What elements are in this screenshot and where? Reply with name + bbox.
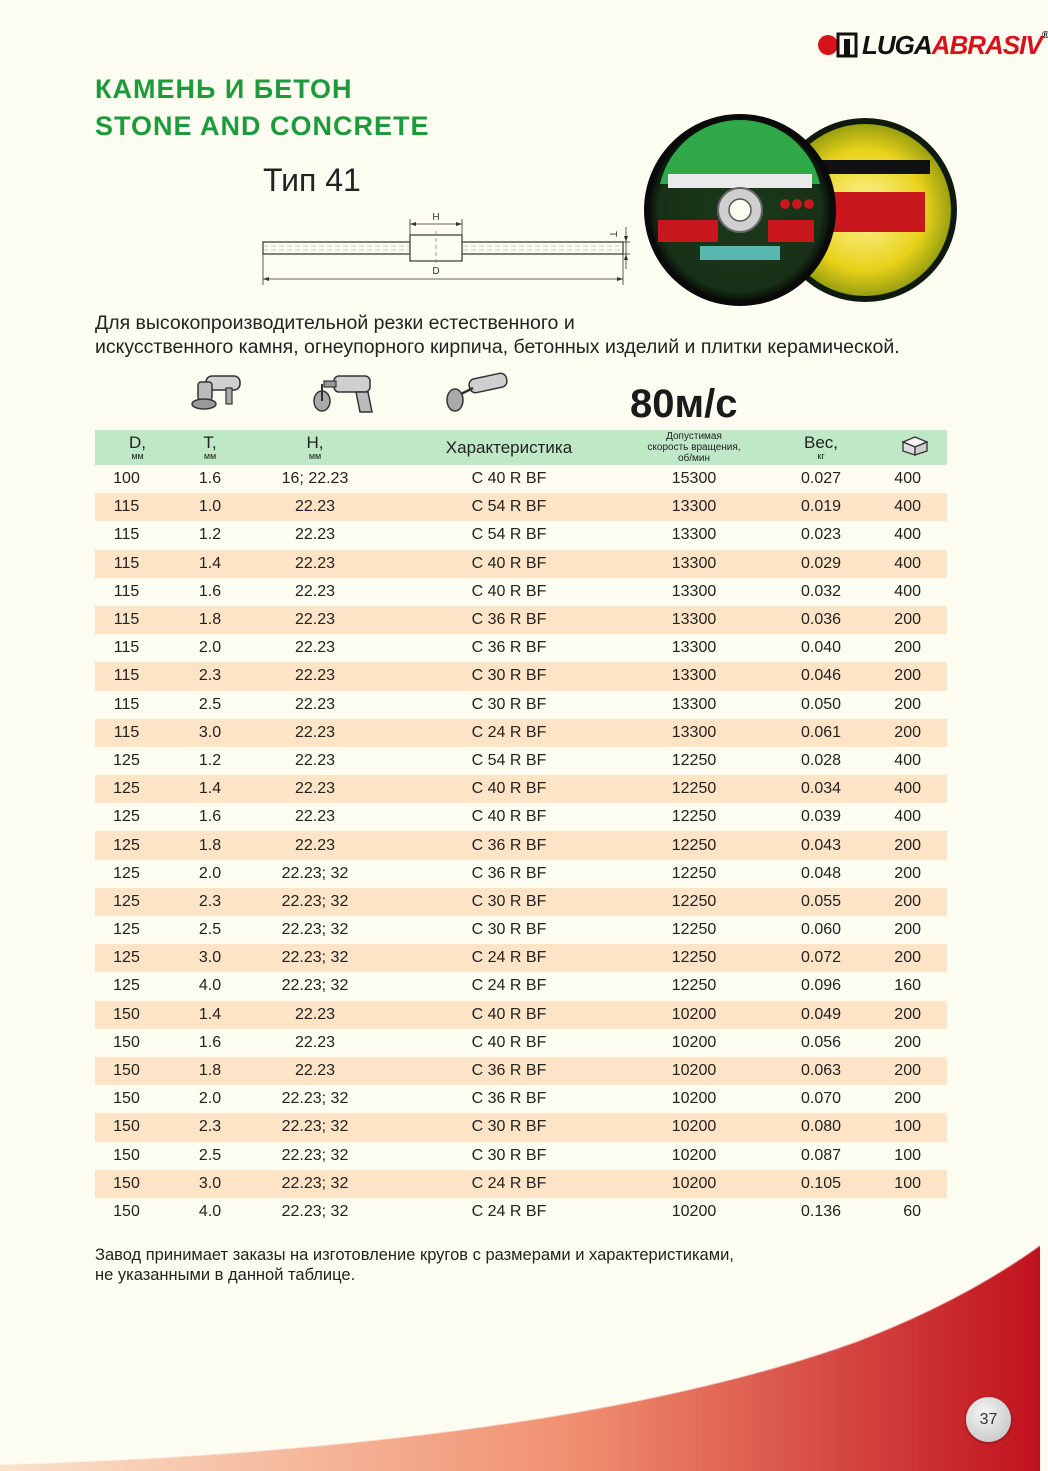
- table-cell: 13300: [628, 719, 760, 747]
- table-cell: 22.23: [240, 493, 390, 521]
- logo-luga: LUGA: [862, 30, 932, 60]
- table-cell: 3.0: [180, 1170, 240, 1198]
- table-row: [95, 803, 947, 831]
- table-cell: 10200: [628, 1170, 760, 1198]
- table-row: [95, 1001, 947, 1029]
- table-cell: C 30 R BF: [390, 1113, 628, 1141]
- table-cell: 12250: [628, 775, 760, 803]
- table-cell: C 40 R BF: [390, 775, 628, 803]
- table-cell: C 36 R BF: [390, 831, 628, 859]
- footer-line-1: Завод принимает заказы на изготовление кругов с размерами и характеристиками,: [95, 1246, 734, 1264]
- table-cell: 22.23: [240, 550, 390, 578]
- table-cell: 0.034: [760, 775, 882, 803]
- table-row: [95, 550, 947, 578]
- drawing-label-d: D: [432, 266, 440, 277]
- table-cell: 200: [882, 831, 947, 859]
- table-cell: 2.3: [180, 1113, 240, 1141]
- table-cell: 150: [95, 1198, 180, 1226]
- table-cell: 0.072: [760, 944, 882, 972]
- table-cell: 10200: [628, 1113, 760, 1141]
- table-cell: 125: [95, 775, 180, 803]
- table-cell: C 54 R BF: [390, 521, 628, 549]
- table-cell: 400: [882, 803, 947, 831]
- table-cell: 115: [95, 634, 180, 662]
- table-cell: 0.049: [760, 1001, 882, 1029]
- table-cell: 100: [882, 1113, 947, 1141]
- table-cell: C 54 R BF: [390, 493, 628, 521]
- table-cell: 0.043: [760, 831, 882, 859]
- table-cell: 22.23: [240, 662, 390, 690]
- table-cell: 150: [95, 1001, 180, 1029]
- table-row: [95, 719, 947, 747]
- title-en: STONE AND CONCRETE: [95, 111, 430, 141]
- table-cell: 22.23; 32: [240, 1198, 390, 1226]
- table-cell: 100: [882, 1170, 947, 1198]
- table-cell: 0.048: [760, 860, 882, 888]
- table-cell: 15300: [628, 465, 760, 493]
- logo-mark-icon: [818, 32, 858, 58]
- table-cell: 10200: [628, 1085, 760, 1113]
- description: [95, 311, 900, 359]
- table-cell: 10200: [628, 1198, 760, 1226]
- straight-grinder-icon: [443, 368, 513, 418]
- table-cell: 400: [882, 550, 947, 578]
- table-cell: 400: [882, 521, 947, 549]
- table-cell: C 40 R BF: [390, 1001, 628, 1029]
- table-cell: 22.23: [240, 775, 390, 803]
- table-cell: 200: [882, 1057, 947, 1085]
- table-cell: 160: [882, 972, 947, 1000]
- table-cell: 115: [95, 521, 180, 549]
- product-discs-image: [640, 112, 960, 312]
- table-cell: C 54 R BF: [390, 747, 628, 775]
- table-cell: 200: [882, 860, 947, 888]
- table-cell: 0.055: [760, 888, 882, 916]
- table-cell: 150: [95, 1142, 180, 1170]
- table-row: [95, 860, 947, 888]
- table-row: [95, 493, 947, 521]
- table-cell: C 30 R BF: [390, 916, 628, 944]
- table-cell: 4.0: [180, 972, 240, 1000]
- table-cell: 0.063: [760, 1057, 882, 1085]
- table-cell: 13300: [628, 662, 760, 690]
- table-cell: 22.23; 32: [240, 860, 390, 888]
- table-row: [95, 747, 947, 775]
- col-weight-header: Вес, кг: [760, 430, 882, 465]
- table-cell: 1.6: [180, 803, 240, 831]
- table-cell: 12250: [628, 972, 760, 1000]
- title-ru: КАМЕНЬ И БЕТОН: [95, 74, 353, 104]
- table-cell: 1.0: [180, 493, 240, 521]
- table-cell: 22.23; 32: [240, 1085, 390, 1113]
- table-cell: 13300: [628, 550, 760, 578]
- table-row: [95, 1170, 947, 1198]
- table-cell: C 24 R BF: [390, 944, 628, 972]
- table-row: [95, 1198, 947, 1226]
- table-cell: 125: [95, 747, 180, 775]
- table-cell: 125: [95, 888, 180, 916]
- table-cell: 0.023: [760, 521, 882, 549]
- table-cell: 200: [882, 1029, 947, 1057]
- table-cell: 22.23: [240, 803, 390, 831]
- table-cell: 12250: [628, 803, 760, 831]
- table-row: [95, 1113, 947, 1141]
- table-row: [95, 916, 947, 944]
- table-cell: 22.23: [240, 578, 390, 606]
- table-cell: 12250: [628, 944, 760, 972]
- logo-abrasiv: ABRASIV: [931, 30, 1042, 60]
- table-cell: 3.0: [180, 719, 240, 747]
- col-d-header: D, мм: [95, 430, 180, 465]
- spec-table: [95, 430, 947, 1226]
- table-cell: C 40 R BF: [390, 803, 628, 831]
- col-t-header: T, мм: [180, 430, 240, 465]
- table-row: [95, 831, 947, 859]
- table-cell: C 24 R BF: [390, 972, 628, 1000]
- table-cell: 12250: [628, 888, 760, 916]
- footer-note: [95, 1245, 734, 1285]
- table-row: [95, 606, 947, 634]
- table-cell: C 36 R BF: [390, 860, 628, 888]
- table-cell: C 24 R BF: [390, 719, 628, 747]
- page-number: 37: [966, 1397, 1011, 1442]
- table-cell: 200: [882, 691, 947, 719]
- table-cell: C 40 R BF: [390, 1029, 628, 1057]
- table-cell: 60: [882, 1198, 947, 1226]
- table-cell: 150: [95, 1170, 180, 1198]
- table-cell: 0.046: [760, 662, 882, 690]
- table-cell: 125: [95, 916, 180, 944]
- table-cell: 115: [95, 719, 180, 747]
- table-cell: 200: [882, 916, 947, 944]
- table-cell: 1.2: [180, 747, 240, 775]
- table-cell: 200: [882, 1085, 947, 1113]
- table-cell: 1.4: [180, 550, 240, 578]
- table-cell: 150: [95, 1057, 180, 1085]
- drawing-label-h: H: [432, 212, 440, 223]
- table-cell: 2.3: [180, 888, 240, 916]
- table-cell: 10200: [628, 1142, 760, 1170]
- speed-badge: 80м/с: [630, 382, 738, 426]
- table-cell: 0.080: [760, 1113, 882, 1141]
- table-cell: 13300: [628, 521, 760, 549]
- table-cell: 2.5: [180, 691, 240, 719]
- table-cell: 22.23: [240, 719, 390, 747]
- table-cell: 125: [95, 944, 180, 972]
- table-cell: 10200: [628, 1001, 760, 1029]
- table-row: [95, 1057, 947, 1085]
- table-row: [95, 1085, 947, 1113]
- table-cell: 400: [882, 493, 947, 521]
- box-icon: [900, 434, 930, 456]
- table-cell: 10200: [628, 1029, 760, 1057]
- table-cell: 0.087: [760, 1142, 882, 1170]
- table-cell: 400: [882, 775, 947, 803]
- table-cell: 150: [95, 1029, 180, 1057]
- table-row: [95, 465, 947, 493]
- table-cell: 0.056: [760, 1029, 882, 1057]
- col-speed-header: Допустимая скорость вращения, об/мин: [628, 430, 760, 465]
- table-cell: 200: [882, 719, 947, 747]
- table-cell: 22.23; 32: [240, 972, 390, 1000]
- table-cell: 115: [95, 550, 180, 578]
- col-pack-header: [882, 430, 947, 465]
- table-cell: 22.23: [240, 1029, 390, 1057]
- table-cell: 12250: [628, 747, 760, 775]
- table-cell: C 30 R BF: [390, 888, 628, 916]
- table-row: [95, 888, 947, 916]
- table-cell: 4.0: [180, 1198, 240, 1226]
- table-cell: 115: [95, 493, 180, 521]
- table-cell: 13300: [628, 606, 760, 634]
- table-cell: 22.23: [240, 831, 390, 859]
- table-cell: 0.027: [760, 465, 882, 493]
- table-cell: 1.6: [180, 578, 240, 606]
- drawing-label-t: T: [607, 231, 618, 238]
- table-cell: C 40 R BF: [390, 550, 628, 578]
- table-body: [95, 465, 947, 1226]
- table-cell: C 36 R BF: [390, 1085, 628, 1113]
- angle-grinder-icon: [188, 368, 244, 416]
- table-cell: 0.028: [760, 747, 882, 775]
- table-cell: 22.23; 32: [240, 1113, 390, 1141]
- table-cell: 2.5: [180, 1142, 240, 1170]
- table-row: [95, 521, 947, 549]
- table-cell: 200: [882, 888, 947, 916]
- table-cell: 0.136: [760, 1198, 882, 1226]
- table-cell: 115: [95, 662, 180, 690]
- table-cell: C 30 R BF: [390, 1142, 628, 1170]
- table-cell: 12250: [628, 860, 760, 888]
- table-cell: 100: [882, 1142, 947, 1170]
- table-cell: 12250: [628, 831, 760, 859]
- table-cell: 13300: [628, 691, 760, 719]
- table-cell: 22.23: [240, 521, 390, 549]
- table-cell: 0.036: [760, 606, 882, 634]
- table-cell: 2.0: [180, 634, 240, 662]
- table-cell: C 24 R BF: [390, 1170, 628, 1198]
- table-cell: 1.8: [180, 831, 240, 859]
- logo-registered: ®: [1041, 30, 1048, 41]
- table-cell: C 30 R BF: [390, 691, 628, 719]
- table-cell: 22.23: [240, 1057, 390, 1085]
- table-cell: 22.23; 32: [240, 888, 390, 916]
- table-cell: 150: [95, 1085, 180, 1113]
- table-cell: 400: [882, 747, 947, 775]
- table-cell: 13300: [628, 578, 760, 606]
- type-label: Тип 41: [263, 162, 361, 198]
- table-row: [95, 691, 947, 719]
- table-cell: 1.4: [180, 1001, 240, 1029]
- table-cell: 22.23; 32: [240, 916, 390, 944]
- table-row: [95, 1142, 947, 1170]
- brand-logo: [818, 28, 1048, 62]
- table-cell: 3.0: [180, 944, 240, 972]
- table-cell: 115: [95, 691, 180, 719]
- table-cell: 1.8: [180, 606, 240, 634]
- table-cell: 0.019: [760, 493, 882, 521]
- table-cell: 13300: [628, 493, 760, 521]
- table-cell: 0.070: [760, 1085, 882, 1113]
- table-cell: 1.2: [180, 521, 240, 549]
- table-cell: 22.23: [240, 691, 390, 719]
- footer-line-2: не указанными в данной таблице.: [95, 1266, 356, 1284]
- col-characteristic-header: Характеристика: [390, 430, 628, 465]
- table-cell: 16; 22.23: [240, 465, 390, 493]
- table-cell: 0.060: [760, 916, 882, 944]
- table-cell: 0.105: [760, 1170, 882, 1198]
- table-cell: C 30 R BF: [390, 662, 628, 690]
- table-cell: 2.0: [180, 860, 240, 888]
- table-cell: 200: [882, 662, 947, 690]
- table-cell: 2.5: [180, 916, 240, 944]
- table-cell: 125: [95, 831, 180, 859]
- table-cell: 1.6: [180, 465, 240, 493]
- table-cell: 125: [95, 972, 180, 1000]
- table-cell: 2.0: [180, 1085, 240, 1113]
- table-cell: 0.061: [760, 719, 882, 747]
- table-cell: 0.040: [760, 634, 882, 662]
- table-cell: 0.039: [760, 803, 882, 831]
- description-line-2: искусственного камня, огнеупорного кирпича, бетонных изделий и плитки керамической.: [95, 336, 900, 358]
- table-cell: C 36 R BF: [390, 634, 628, 662]
- table-cell: C 36 R BF: [390, 1057, 628, 1085]
- table-cell: 22.23; 32: [240, 944, 390, 972]
- table-cell: 125: [95, 860, 180, 888]
- table-cell: 200: [882, 634, 947, 662]
- table-cell: 400: [882, 465, 947, 493]
- description-line-1: Для высокопроизводительной резки естественного и: [95, 312, 575, 334]
- table-row: [95, 775, 947, 803]
- table-cell: C 24 R BF: [390, 1198, 628, 1226]
- table-header-row: [95, 430, 947, 465]
- table-cell: 12250: [628, 916, 760, 944]
- table-row: [95, 1029, 947, 1057]
- drill-icon: [310, 368, 380, 418]
- table-cell: 115: [95, 578, 180, 606]
- table-cell: 200: [882, 1001, 947, 1029]
- table-cell: 22.23: [240, 747, 390, 775]
- table-cell: 22.23; 32: [240, 1142, 390, 1170]
- table-cell: 2.3: [180, 662, 240, 690]
- table-row: [95, 578, 947, 606]
- table-cell: 200: [882, 944, 947, 972]
- table-cell: 22.23; 32: [240, 1170, 390, 1198]
- table-row: [95, 944, 947, 972]
- table-row: [95, 634, 947, 662]
- table-cell: C 36 R BF: [390, 606, 628, 634]
- table-cell: 0.096: [760, 972, 882, 1000]
- table-cell: 22.23: [240, 606, 390, 634]
- table-cell: 22.23: [240, 1001, 390, 1029]
- table-cell: 115: [95, 606, 180, 634]
- table-cell: 100: [95, 465, 180, 493]
- table-cell: 0.032: [760, 578, 882, 606]
- table-cell: 0.029: [760, 550, 882, 578]
- wheel-profile-drawing: [258, 205, 638, 289]
- table-cell: C 40 R BF: [390, 465, 628, 493]
- col-h-header: H, мм: [240, 430, 390, 465]
- table-cell: 200: [882, 606, 947, 634]
- table-cell: 13300: [628, 634, 760, 662]
- table-cell: C 40 R BF: [390, 578, 628, 606]
- table-row: [95, 972, 947, 1000]
- table-cell: 1.8: [180, 1057, 240, 1085]
- table-cell: 125: [95, 803, 180, 831]
- table-row: [95, 662, 947, 690]
- table-cell: 1.4: [180, 775, 240, 803]
- table-cell: 10200: [628, 1057, 760, 1085]
- table-cell: 150: [95, 1113, 180, 1141]
- table-cell: 1.6: [180, 1029, 240, 1057]
- table-cell: 400: [882, 578, 947, 606]
- table-cell: 22.23: [240, 634, 390, 662]
- table-cell: 0.050: [760, 691, 882, 719]
